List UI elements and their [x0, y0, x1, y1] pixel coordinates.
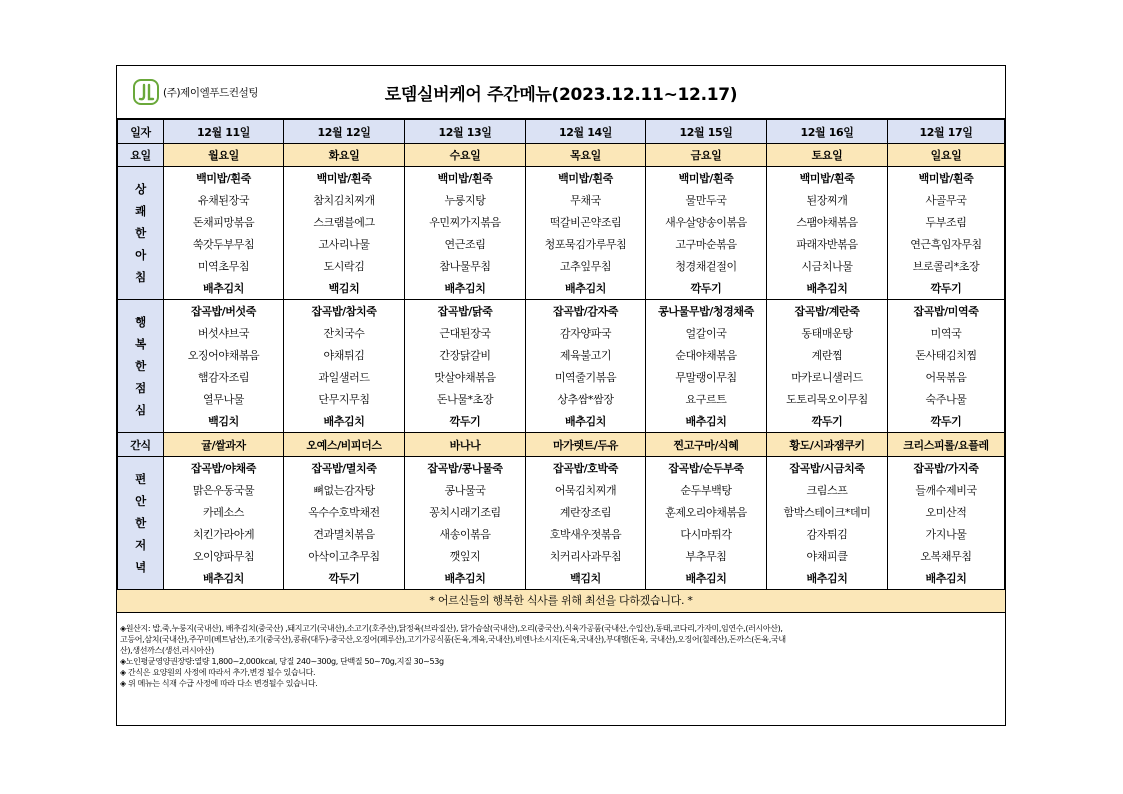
- menu-item: 스크램블에그: [284, 211, 405, 233]
- menu-item: 고구마순볶음: [646, 233, 767, 255]
- menu-item: 마카로니샐러드: [767, 366, 888, 388]
- snack-cell: 황도/시과잼쿠키: [767, 433, 888, 457]
- menu-item: 제육불고기: [526, 344, 646, 366]
- menu-item: 도시락김: [284, 255, 405, 277]
- menu-item: 버섯샤브국: [164, 322, 284, 344]
- footnote-line: 산),생선까스(생선,러시아산): [120, 646, 214, 655]
- menu-item: 다시마튀각: [646, 523, 767, 545]
- menu-item: 고추잎무침: [526, 255, 646, 277]
- menu-item: 유채된장국: [164, 189, 284, 211]
- menu-item: 브로콜리*초장: [888, 255, 1005, 277]
- menu-item: 연근조림: [405, 233, 526, 255]
- menu-item: 요구르트: [646, 388, 767, 410]
- snack-cell: 오예스/비피더스: [284, 433, 405, 457]
- menu-item: 오미산적: [888, 501, 1005, 523]
- menu-item: 간장닭갈비: [405, 344, 526, 366]
- menu-item: 깍두기: [767, 410, 888, 433]
- slogan-banner: * 어르신들의 행복한 식사를 위해 최선을 다하겠습니다. *: [117, 590, 1005, 613]
- date-cell: 12월 14일: [526, 120, 646, 144]
- menu-table: [117, 119, 1005, 590]
- menu-item: 배추김치: [526, 410, 646, 433]
- breakfast-label-char: 상: [135, 182, 146, 196]
- menu-item: 크림스프: [767, 479, 888, 501]
- weekday-row: [118, 144, 1005, 167]
- menu-item: 물만두국: [646, 189, 767, 211]
- weekday-cell: 화요일: [284, 144, 405, 167]
- lunch-label-char: 심: [135, 403, 146, 417]
- menu-item: 우민찌가지볶음: [405, 211, 526, 233]
- menu-item: 돈채피망볶음: [164, 211, 284, 233]
- menu-item: 배추김치: [526, 277, 646, 300]
- dinner-label-char: 편: [135, 472, 146, 486]
- lunch-label-char: 복: [135, 337, 146, 351]
- dinner-row: [118, 479, 1005, 501]
- menu-item: 열무나물: [164, 388, 284, 410]
- menu-item: 백미밥/흰죽: [284, 167, 405, 190]
- footnote-line: ◈노인평균영양권장량:열량 1,800~2,000kcal, 당질 240~300g, 단백질 50~70g,지질 30~53g: [120, 657, 444, 666]
- menu-item: 쑥갓두부무침: [164, 233, 284, 255]
- breakfast-row: [118, 277, 1005, 300]
- lunch-row: [118, 410, 1005, 433]
- menu-item: 배추김치: [767, 567, 888, 590]
- dinner-label-char: 녁: [135, 560, 146, 574]
- menu-item: 깻잎지: [405, 545, 526, 567]
- weekday-cell: 수요일: [405, 144, 526, 167]
- menu-item: 잡곡밥/버섯죽: [164, 300, 284, 323]
- menu-item: 카레소스: [164, 501, 284, 523]
- menu-item: 아삭이고추무침: [284, 545, 405, 567]
- breakfast-row: [118, 211, 1005, 233]
- menu-item: 백미밥/흰죽: [405, 167, 526, 190]
- snack-cell: 귤/쌀과자: [164, 433, 284, 457]
- menu-item: 잡곡밥/참치죽: [284, 300, 405, 323]
- menu-item: 무말랭이무침: [646, 366, 767, 388]
- menu-item: 잡곡밥/호박죽: [526, 457, 646, 480]
- menu-item: 깍두기: [888, 410, 1005, 433]
- menu-item: 감자튀김: [767, 523, 888, 545]
- menu-item: 감자양파국: [526, 322, 646, 344]
- footnote-line: 고등어,삼치(국내산),주꾸미(베트남산),조기(중국산),콩류(대두)-중국산,오징어(페루산),고기가공식품(돈육,계육,국내산),비엔나소시지(돈육,국내산),부대햄(돈육, 국내산),오징어(칠레산),돈까스(돈육,국내: [120, 635, 786, 644]
- menu-item: 깍두기: [646, 277, 767, 300]
- footnote-line: ◈원산지: 밥,죽,누룽지(국내산), 배추김치(중국산) ,돼지고기(국내산),소고기(호주산),닭정육(브라질산), 닭가슴살(국내산),오리(중국산),식육가공품(국내산,수입산),동태,코다리,가자미,임연수,(러시아산),: [120, 624, 783, 633]
- menu-item: 뼈없는감자탕: [284, 479, 405, 501]
- menu-item: 잡곡밥/콩나물죽: [405, 457, 526, 480]
- weekday-cell: 목요일: [526, 144, 646, 167]
- dinner-row: [118, 567, 1005, 590]
- menu-item: 콩나물무밥/청경채죽: [646, 300, 767, 323]
- date-cell: 12월 12일: [284, 120, 405, 144]
- menu-item: 백김치: [164, 410, 284, 433]
- menu-item: 시금치나물: [767, 255, 888, 277]
- snack-label: 간식: [118, 433, 164, 457]
- menu-item: 치킨가라아게: [164, 523, 284, 545]
- lunch-row: [118, 388, 1005, 410]
- menu-item: 된장찌개: [767, 189, 888, 211]
- title-bar: [117, 66, 1005, 119]
- menu-item: 가지나물: [888, 523, 1005, 545]
- menu-item: 배추김치: [646, 567, 767, 590]
- menu-item: 백미밥/흰죽: [767, 167, 888, 190]
- menu-item: 순두부백탕: [646, 479, 767, 501]
- menu-item: 파래자반볶음: [767, 233, 888, 255]
- menu-item: 오복채무침: [888, 545, 1005, 567]
- menu-item: 두부조림: [888, 211, 1005, 233]
- menu-item: 잡곡밥/순두부죽: [646, 457, 767, 480]
- dinner-label-char: 안: [135, 494, 146, 508]
- menu-item: 잡곡밥/계란죽: [767, 300, 888, 323]
- dinner-row: [118, 501, 1005, 523]
- snack-cell: 마가렛트/두유: [526, 433, 646, 457]
- lunch-label-char: 점: [135, 381, 146, 395]
- menu-item: 들깨수제비국: [888, 479, 1005, 501]
- menu-item: 어묵김치찌개: [526, 479, 646, 501]
- menu-item: 배추김치: [888, 567, 1005, 590]
- breakfast-label-char: 쾌: [135, 204, 146, 218]
- menu-item: 백김치: [284, 277, 405, 300]
- menu-item: 새우살양송이볶음: [646, 211, 767, 233]
- weekday-cell: 금요일: [646, 144, 767, 167]
- menu-item: 콩나물국: [405, 479, 526, 501]
- menu-item: 햄감자조림: [164, 366, 284, 388]
- menu-item: 계란장조림: [526, 501, 646, 523]
- dinner-label: [118, 457, 164, 590]
- breakfast-row: [118, 233, 1005, 255]
- date-cell: 12월 15일: [646, 120, 767, 144]
- lunch-row: [118, 344, 1005, 366]
- menu-item: 백미밥/흰죽: [164, 167, 284, 190]
- menu-item: 무채국: [526, 189, 646, 211]
- date-row: [118, 120, 1005, 144]
- lunch-label-char: 행: [135, 315, 146, 329]
- menu-item: 오이양파무침: [164, 545, 284, 567]
- menu-item: 청포묵김가루무침: [526, 233, 646, 255]
- weekday-cell: 토요일: [767, 144, 888, 167]
- dinner-row: [118, 523, 1005, 545]
- menu-item: 백미밥/흰죽: [526, 167, 646, 190]
- menu-item: 백김치: [526, 567, 646, 590]
- menu-item: 배추김치: [405, 277, 526, 300]
- date-cell: 12월 11일: [164, 120, 284, 144]
- lunch-row: [118, 300, 1005, 323]
- menu-item: 동태매운탕: [767, 322, 888, 344]
- snack-cell: 바나나: [405, 433, 526, 457]
- menu-item: 미역줄기볶음: [526, 366, 646, 388]
- footnotes: [117, 613, 1005, 725]
- menu-item: 잔치국수: [284, 322, 405, 344]
- snack-cell: 크리스피롤/요플레: [888, 433, 1005, 457]
- dinner-label-char: 저: [135, 538, 146, 552]
- menu-item: 배추김치: [164, 277, 284, 300]
- menu-item: 야채피클: [767, 545, 888, 567]
- menu-item: 숙주나물: [888, 388, 1005, 410]
- lunch-label-char: 한: [135, 359, 146, 373]
- lunch-row: [118, 322, 1005, 344]
- snack-cell: 찐고구마/식혜: [646, 433, 767, 457]
- menu-item: 배추김치: [646, 410, 767, 433]
- menu-item: 미역초무침: [164, 255, 284, 277]
- lunch-label: [118, 300, 164, 433]
- menu-item: 깍두기: [888, 277, 1005, 300]
- menu-item: 잡곡밥/닭죽: [405, 300, 526, 323]
- breakfast-label-char: 아: [135, 248, 146, 262]
- dinner-row: [118, 545, 1005, 567]
- menu-item: 잡곡밥/시금치죽: [767, 457, 888, 480]
- menu-item: 백미밥/흰죽: [646, 167, 767, 190]
- dinner-label-char: 한: [135, 516, 146, 530]
- menu-item: 돈사태김치찜: [888, 344, 1005, 366]
- footnote-line: ◈ 간식은 요양원의 사정에 따라서 추가,변경 될수 있습니다.: [120, 668, 316, 677]
- menu-item: 떡갈비곤약조림: [526, 211, 646, 233]
- menu-item: 누룽지탕: [405, 189, 526, 211]
- menu-item: 참나물무침: [405, 255, 526, 277]
- menu-item: 잡곡밥/가지죽: [888, 457, 1005, 480]
- menu-item: 오징어야채볶음: [164, 344, 284, 366]
- weekday-cell: 월요일: [164, 144, 284, 167]
- page-title: 로뎀실버케어 주간메뉴(2023.12.11~12.17): [384, 85, 738, 105]
- dinner-row: [118, 457, 1005, 480]
- menu-item: 순대야채볶음: [646, 344, 767, 366]
- menu-item: 견과멸치볶음: [284, 523, 405, 545]
- menu-item: 얼갈이국: [646, 322, 767, 344]
- menu-item: 옥수수호박채전: [284, 501, 405, 523]
- menu-item: 배추김치: [405, 567, 526, 590]
- menu-item: 돈나물*초장: [405, 388, 526, 410]
- menu-item: 참치김치찌개: [284, 189, 405, 211]
- date-cell: 12월 17일: [888, 120, 1005, 144]
- menu-item: 과일샐러드: [284, 366, 405, 388]
- breakfast-row: [118, 167, 1005, 190]
- date-cell: 12월 13일: [405, 120, 526, 144]
- menu-item: 치커리사과무침: [526, 545, 646, 567]
- breakfast-label: [118, 167, 164, 300]
- menu-item: 청경채겉절이: [646, 255, 767, 277]
- menu-item: 도토리묵오이무침: [767, 388, 888, 410]
- menu-item: 함박스테이크*데미: [767, 501, 888, 523]
- footnote-line: ◈ 위 메뉴는 식재 수급 사정에 따라 다소 변경될수 있습니다.: [120, 679, 318, 688]
- lunch-row: [118, 366, 1005, 388]
- menu-item: 야채튀김: [284, 344, 405, 366]
- menu-item: 어묵볶음: [888, 366, 1005, 388]
- snack-row: [118, 433, 1005, 457]
- weekday-label: 요일: [118, 144, 164, 167]
- menu-item: 잡곡밥/멸치죽: [284, 457, 405, 480]
- menu-item: 부추무침: [646, 545, 767, 567]
- menu-item: 잡곡밥/야채죽: [164, 457, 284, 480]
- menu-item: 근대된장국: [405, 322, 526, 344]
- menu-item: 잡곡밥/미역죽: [888, 300, 1005, 323]
- menu-item: 맛살야채볶음: [405, 366, 526, 388]
- menu-item: 배추김치: [767, 277, 888, 300]
- menu-item: 잡곡밥/감자죽: [526, 300, 646, 323]
- breakfast-row: [118, 189, 1005, 211]
- weekly-menu-sheet: [116, 65, 1006, 726]
- menu-item: 깍두기: [405, 410, 526, 433]
- menu-item: 훈제오리야채볶음: [646, 501, 767, 523]
- menu-item: 맑은우동국물: [164, 479, 284, 501]
- menu-item: 고사리나물: [284, 233, 405, 255]
- menu-item: 배추김치: [284, 410, 405, 433]
- breakfast-label-char: 침: [135, 270, 146, 284]
- menu-item: 백미밥/흰죽: [888, 167, 1005, 190]
- menu-item: 깍두기: [284, 567, 405, 590]
- menu-item: 배추김치: [164, 567, 284, 590]
- menu-item: 사골무국: [888, 189, 1005, 211]
- date-label: 일자: [118, 120, 164, 144]
- menu-item: 연근흑임자무침: [888, 233, 1005, 255]
- breakfast-label-char: 한: [135, 226, 146, 240]
- menu-item: 상추쌈*쌈장: [526, 388, 646, 410]
- menu-item: 호박새우젓볶음: [526, 523, 646, 545]
- menu-item: 미역국: [888, 322, 1005, 344]
- company-name: (주)제이엘푸드컨설팅: [163, 86, 259, 99]
- weekday-cell: 일요일: [888, 144, 1005, 167]
- menu-item: 계란찜: [767, 344, 888, 366]
- menu-item: 단무지무침: [284, 388, 405, 410]
- menu-item: 새송이볶음: [405, 523, 526, 545]
- menu-item: 꽁치시래기조림: [405, 501, 526, 523]
- breakfast-row: [118, 255, 1005, 277]
- menu-item: 스팸야채볶음: [767, 211, 888, 233]
- date-cell: 12월 16일: [767, 120, 888, 144]
